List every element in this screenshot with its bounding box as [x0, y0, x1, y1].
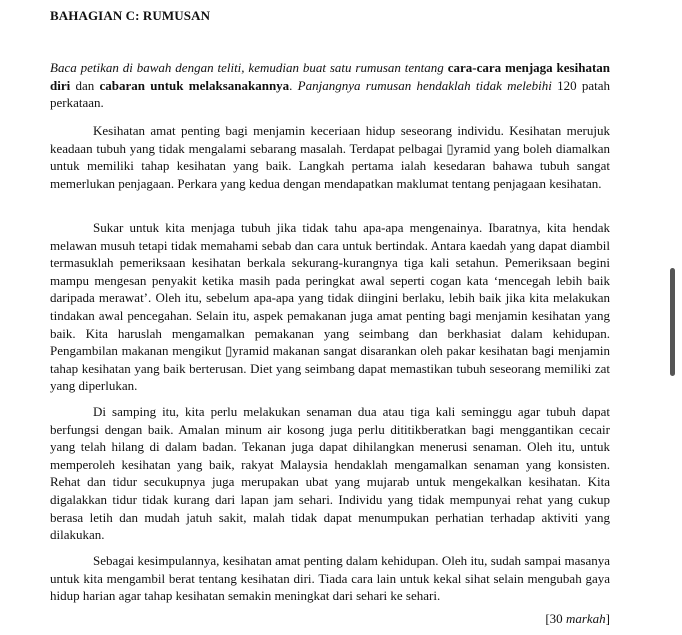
instruction-part3: . [289, 77, 298, 93]
instruction-bold1: cara-cara menjaga kesihatan diri [50, 60, 611, 93]
instruction-part2: dan [75, 77, 95, 93]
instruction-part4: Panjangnya rumusan hendaklah tidak melebihi [297, 77, 552, 93]
instruction-bold2: cabaran untuk melaksanakannya [99, 77, 290, 93]
marks-open: [30 [545, 611, 566, 626]
marks-word: markah [565, 611, 606, 626]
marks-close: ] [605, 611, 610, 626]
instruction-part5: 120 patah perkataan. [50, 77, 611, 110]
passage-paragraph-3: Di samping itu, kita perlu melakukan senaman dua atau tiga kali seminggu agar tubuh dapat berfungsi dengan baik. Amalan minum air kosong juga perlu dititikberatkan bagi menggantikan cecair yang telah hilang di dalam badan. Tekanan juga dapat dihilangkan menerusi senaman. Oleh itu, untuk memperoleh kesihatan yang baik, rakyat Malaysia hendaklah mengamalkan senaman yang konsisten. Rehat dan tidur secukupnya juga merupakan ubat yang mujarab untuk mengekalkan kesihatan. Kita digalakkan tidur tidak kurang dari lapan jam sehari. Individu yang tidak mempunyai rehat yang cukup berasa letih dan mudah jatuh sakit, malah tidak dapat menumpukan perhatian terhadap aktiviti yang dilakukan. [50, 404, 610, 543]
marks-label [545, 611, 610, 627]
instruction-text [50, 59, 610, 112]
instruction-part1: Baca petikan di bawah dengan teliti, kemudian buat satu rumusan tentang [50, 60, 444, 75]
passage-paragraph-1: Kesihatan amat penting bagi menjamin keceriaan hidup seseorang individu. Kesihatan merujuk keadaan tubuh yang tidak mengalami sebarang masalah. Terdapat pelbagai ▯yramid yang boleh diamalkan untuk memiliki tahap kesihatan yang baik. Langkah pertama ialah kesedaran bahawa tubuh sangat memerlukan penjagaan. Perkara yang kedua dengan mendapatkan maklumat tentang penjagaan kesihatan. [50, 123, 610, 191]
passage-paragraph-4: Sebagai kesimpulannya, kesihatan amat penting dalam kehidupan. Oleh itu, sudah sampai masanya untuk kita mengambil berat tentang kesihatan diri. Tiada cara lain untuk kekal sihat selain mengubah gaya hidup harian agar tahap kesihatan semakin meningkat dari sehari ke sehari. [50, 553, 610, 604]
passage-paragraph-2: Sukar untuk kita menjaga tubuh jika tidak tahu apa-apa mengenainya. Ibaratnya, kita hendak melawan musuh tetapi tidak memahami sebab dan cara untuk bertindak. Antara kaedah yang dapat diambil termasuklah pemeriksaan kesihatan berkala sekurang-kurangnya tiga kali setahun. Pemeriksaan begini mampu mengesan penyakit ketika masih pada peringkat awal seperti cogan kata ‘mencegah lebih baik daripada merawat’. Oleh itu, sebelum apa-apa yang tidak diingini berlaku, lebih baik jika kita melakukan tindakan awal pencegahan. Selain itu, aspek pemakanan juga amat penting bagi menjamin kesihatan yang baik. Kita haruslah mengamalkan pemakanan yang seimbang dan berkhasiat dalam kehidupan. Pengambilan makanan mengikut ▯yramid makanan sangat disarankan oleh pakar kesihatan bagi menjamin tahap kesihatan yang baik berterusan. Diet yang seimbang dapat memastikan tubuh seseorang memiliki zat yang diperlukan. [50, 220, 610, 394]
section-heading: BAHAGIAN C: RUMUSAN [50, 8, 211, 23]
vertical-scrollbar-thumb[interactable] [670, 268, 675, 376]
